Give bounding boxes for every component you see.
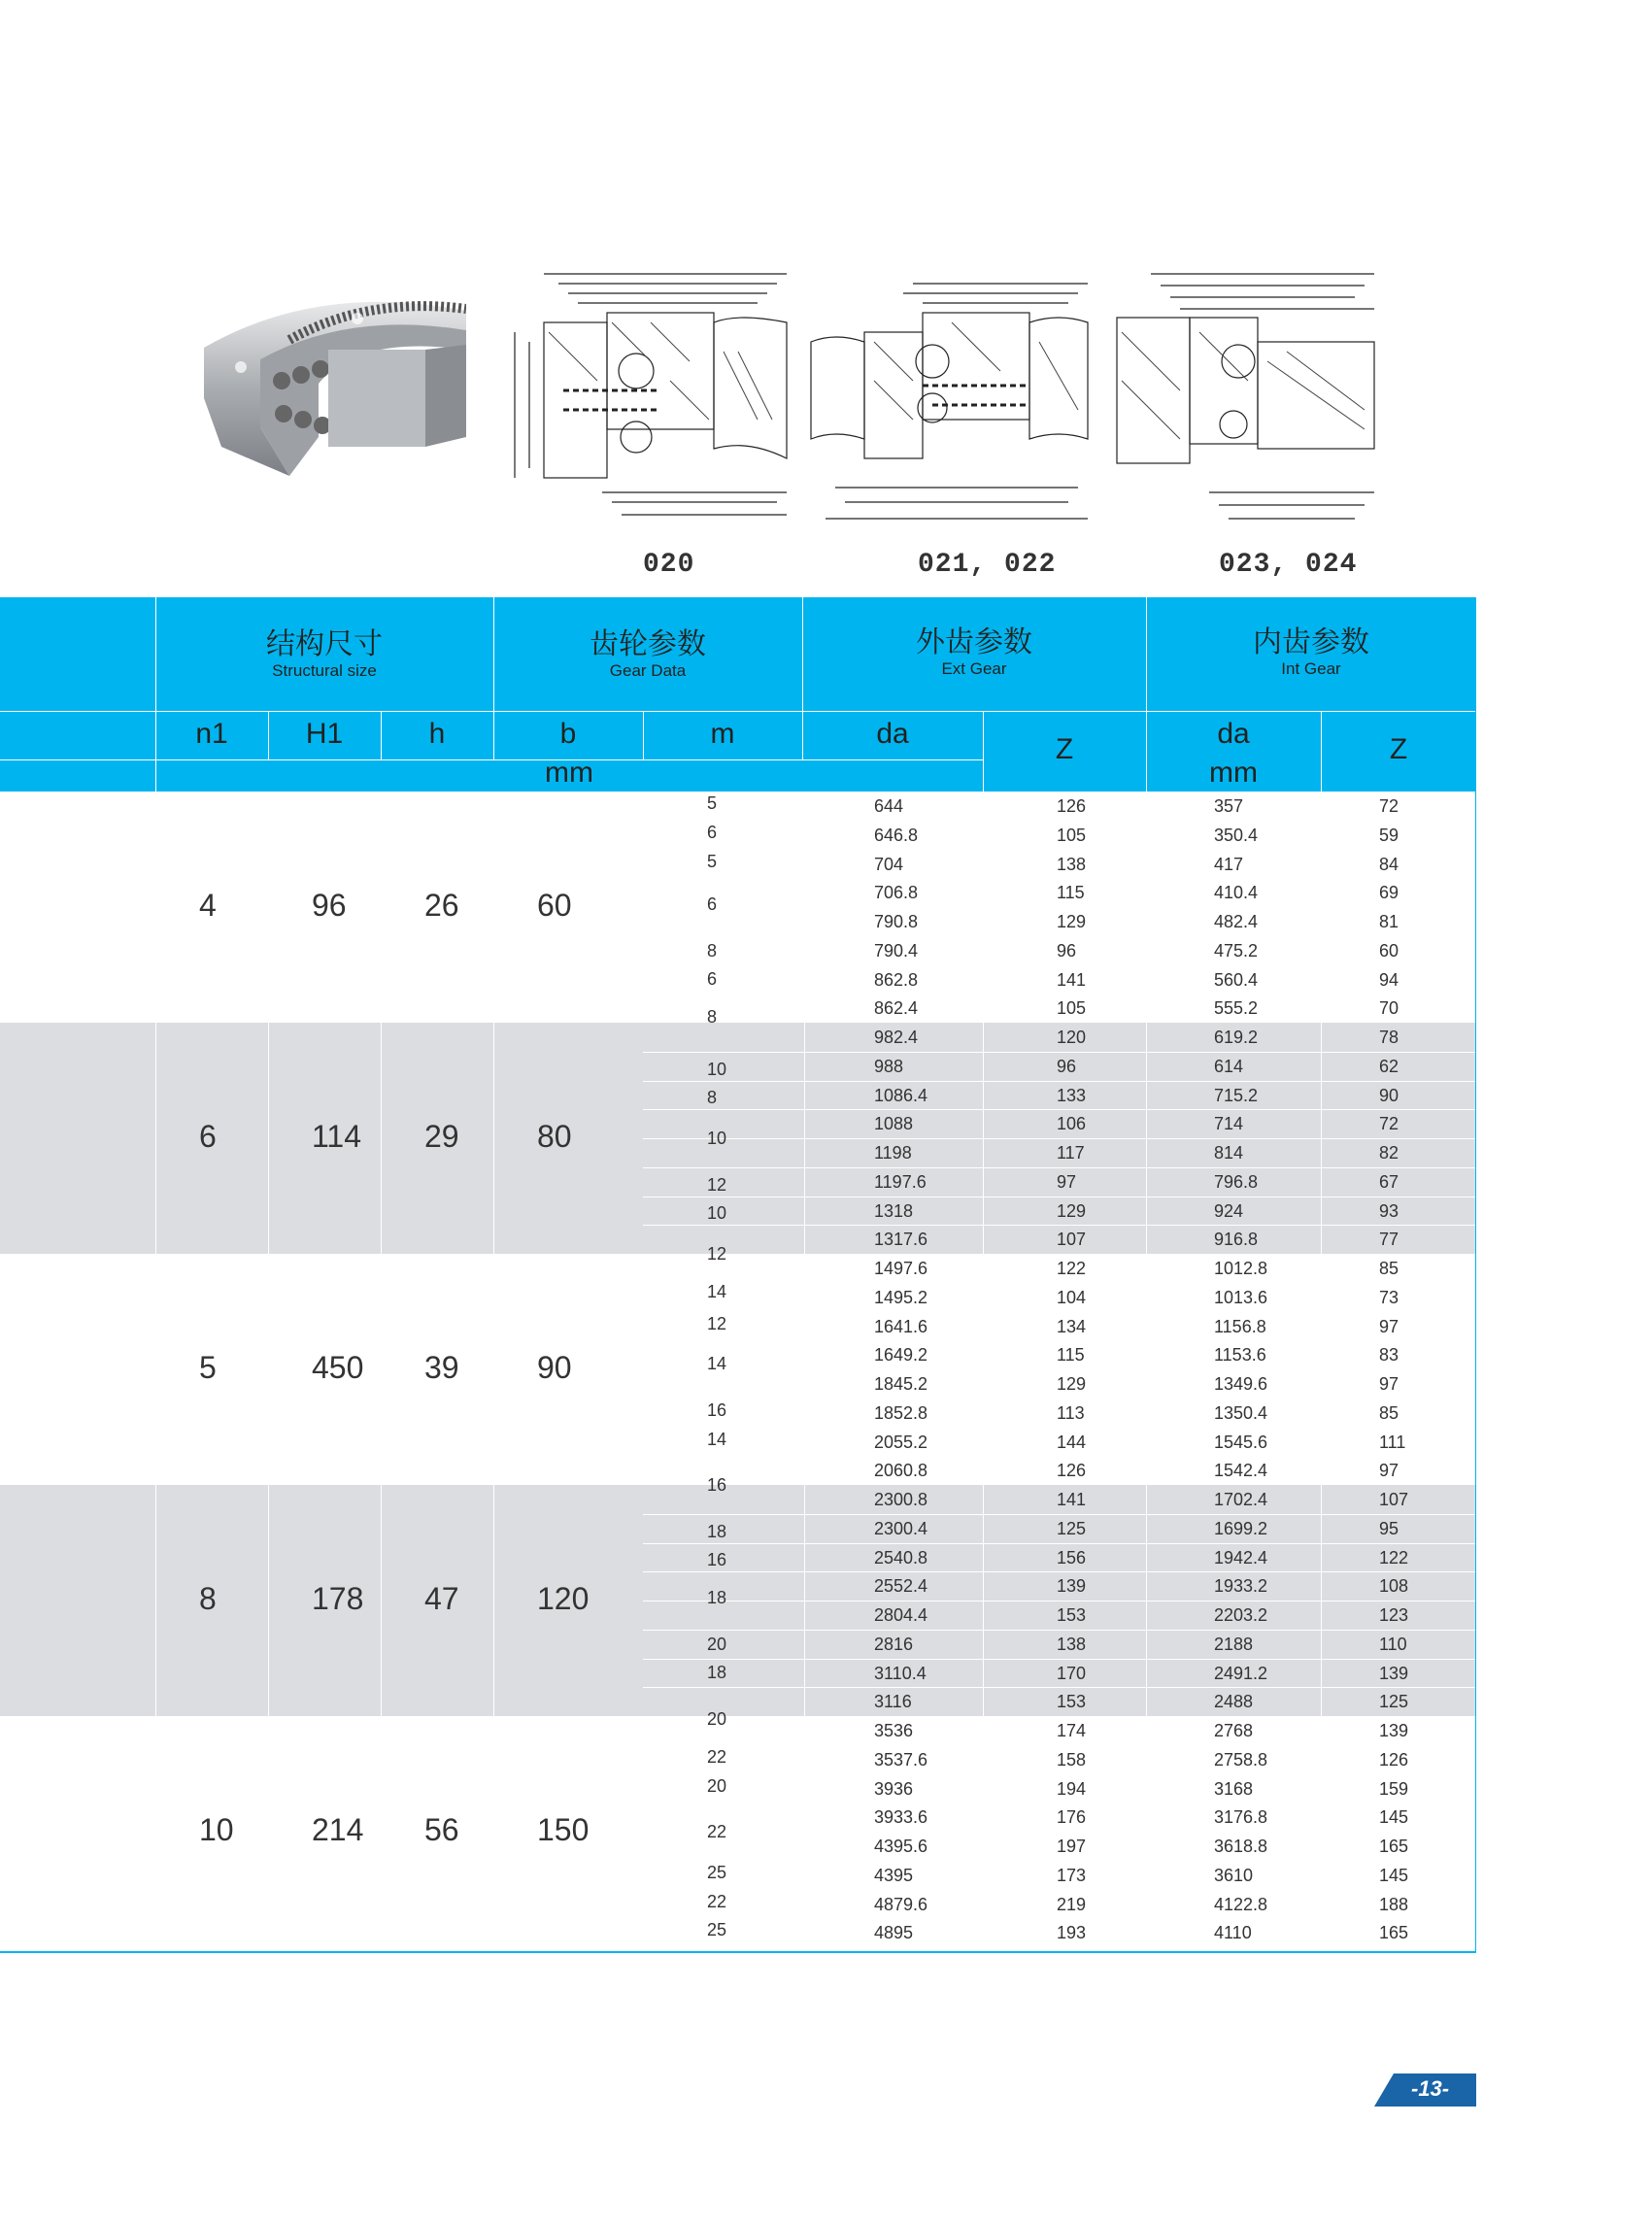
da-int-value: 1699.2 [1214, 1518, 1268, 1538]
da-int-value: 417 [1214, 854, 1244, 874]
da-int-value: 4110 [1214, 1923, 1252, 1943]
z-int-value: 107 [1379, 1490, 1409, 1509]
da-int-value: 2768 [1214, 1721, 1254, 1740]
da-ext-value: 644 [874, 796, 904, 816]
da-int-value: 2203.2 [1214, 1605, 1268, 1625]
z-int-value: 97 [1379, 1316, 1399, 1336]
da-int-value: 2188 [1214, 1634, 1254, 1654]
da-ext-value: 1318 [874, 1200, 914, 1221]
z-ext-value: 125 [1057, 1518, 1087, 1538]
z-ext-value: 129 [1057, 1200, 1087, 1221]
group-b-value: 150 [537, 1812, 590, 1847]
z-int-value: 78 [1379, 1028, 1399, 1047]
da-ext-value: 3110.4 [874, 1663, 927, 1683]
col-divider [1321, 1485, 1322, 1716]
m-value: 10 [707, 1129, 727, 1149]
col-divider [155, 1716, 156, 1947]
slewing-bearing-photo [202, 291, 466, 488]
da-int-value: 1156.8 [1214, 1316, 1266, 1336]
da-int-value: 410.4 [1214, 883, 1259, 903]
figure-label-021-022: 021, 022 [918, 550, 1057, 580]
section-drawing-020 [505, 264, 796, 526]
z-ext-value: 96 [1057, 1056, 1077, 1076]
col-divider [1146, 1485, 1147, 1716]
z-int-value: 165 [1379, 1923, 1409, 1943]
da-int-value: 3610 [1214, 1865, 1254, 1885]
col-divider [983, 1485, 984, 1716]
da-int-value: 555.2 [1214, 998, 1259, 1019]
header-gear-data: 齿轮参数 Gear Data [590, 628, 706, 680]
col-divider [804, 1485, 805, 1716]
z-int-value: 70 [1379, 998, 1399, 1019]
z-int-value: 69 [1379, 883, 1399, 903]
da-ext-value: 2816 [874, 1634, 914, 1654]
da-ext-value: 1495.2 [874, 1287, 928, 1307]
table-right-border [1475, 597, 1476, 1952]
z-ext-value: 193 [1057, 1923, 1087, 1943]
z-int-value: 90 [1379, 1085, 1399, 1105]
da-ext-value: 3936 [874, 1778, 914, 1799]
da-ext-value: 1845.2 [874, 1374, 928, 1394]
da-int-value: 2758.8 [1214, 1749, 1268, 1770]
z-ext-value: 153 [1057, 1605, 1087, 1625]
col-divider [493, 1023, 494, 1254]
row-divider [643, 1571, 1476, 1572]
z-int-value: 165 [1379, 1837, 1409, 1856]
da-int-value: 1013.6 [1214, 1287, 1268, 1307]
m-value: 5 [707, 793, 718, 813]
m-value: 10 [707, 1059, 727, 1079]
m-value: 8 [707, 940, 718, 961]
da-int-value: 1942.4 [1214, 1547, 1268, 1568]
da-int-value: 1012.8 [1214, 1259, 1268, 1278]
da-ext-value: 862.8 [874, 969, 919, 990]
col-da-int: da [1217, 718, 1250, 750]
z-ext-value: 174 [1057, 1721, 1087, 1740]
page-number-badge [1374, 2073, 1476, 2107]
da-ext-value: 1649.2 [874, 1345, 928, 1365]
z-ext-value: 173 [1057, 1865, 1087, 1885]
z-ext-value: 141 [1057, 969, 1087, 990]
group-h-value: 56 [424, 1812, 459, 1847]
col-divider [381, 1254, 382, 1485]
z-int-value: 122 [1379, 1547, 1409, 1568]
col-divider [381, 1023, 382, 1254]
m-value: 16 [707, 1550, 727, 1570]
m-value: 20 [707, 1775, 727, 1796]
da-ext-value: 2804.4 [874, 1605, 928, 1625]
da-ext-value: 1198 [874, 1143, 912, 1163]
da-ext-value: 2300.4 [874, 1518, 928, 1538]
row-divider [643, 1543, 1476, 1544]
col-m: m [710, 718, 735, 750]
page-number: -13- [1411, 2076, 1450, 2101]
z-ext-value: 105 [1057, 998, 1087, 1019]
section-drawing-023-024 [1112, 264, 1384, 526]
z-int-value: 145 [1379, 1807, 1409, 1828]
da-ext-value: 982.4 [874, 1028, 919, 1047]
col-divider [268, 792, 269, 1023]
col-divider [155, 1023, 156, 1254]
col-n1: n1 [195, 718, 228, 750]
da-int-value: 1349.6 [1214, 1374, 1268, 1394]
da-int-value: 357 [1214, 796, 1244, 816]
m-value: 14 [707, 1281, 727, 1301]
z-ext-value: 120 [1057, 1028, 1087, 1047]
m-value: 22 [707, 1891, 727, 1911]
z-ext-value: 133 [1057, 1085, 1087, 1105]
z-ext-value: 144 [1057, 1432, 1087, 1452]
da-ext-value: 4895 [874, 1923, 914, 1943]
col-divider [268, 1254, 269, 1485]
da-int-value: 1153.6 [1214, 1345, 1266, 1365]
z-ext-value: 129 [1057, 1374, 1087, 1394]
da-int-value: 2491.2 [1214, 1663, 1268, 1683]
z-int-value: 59 [1379, 825, 1399, 845]
da-ext-value: 2060.8 [874, 1461, 928, 1481]
da-ext-value: 2300.8 [874, 1490, 928, 1509]
da-ext-value: 1852.8 [874, 1402, 928, 1423]
z-ext-value: 176 [1057, 1807, 1087, 1828]
da-int-value: 714 [1214, 1114, 1244, 1134]
group-n1-value: 6 [199, 1119, 217, 1154]
group-n1-value: 5 [199, 1350, 217, 1385]
da-ext-value: 4395 [874, 1865, 914, 1885]
da-int-value: 715.2 [1214, 1085, 1259, 1105]
group-H1-value: 214 [312, 1812, 364, 1847]
z-int-value: 125 [1379, 1692, 1409, 1712]
da-ext-value: 704 [874, 854, 904, 874]
z-ext-value: 129 [1057, 912, 1087, 931]
z-int-value: 126 [1379, 1749, 1409, 1770]
da-int-value: 2488 [1214, 1692, 1254, 1712]
da-ext-value: 1088 [874, 1114, 914, 1134]
m-value: 20 [707, 1709, 727, 1730]
da-ext-value: 1317.6 [874, 1230, 928, 1250]
z-ext-value: 115 [1057, 883, 1085, 903]
m-value: 12 [707, 1174, 727, 1195]
z-ext-value: 141 [1057, 1490, 1087, 1509]
da-ext-value: 3933.6 [874, 1807, 928, 1828]
da-ext-value: 3537.6 [874, 1749, 928, 1770]
col-z-ext: Z [1055, 733, 1074, 765]
z-ext-value: 153 [1057, 1692, 1087, 1712]
z-ext-value: 105 [1057, 825, 1087, 845]
z-ext-value: 97 [1057, 1171, 1077, 1192]
da-int-value: 350.4 [1214, 825, 1259, 845]
da-ext-value: 2055.2 [874, 1432, 928, 1452]
col-divider [1321, 1023, 1322, 1254]
row-divider [643, 1167, 1476, 1168]
z-ext-value: 126 [1057, 796, 1087, 816]
group-band [0, 1716, 804, 1947]
header-structural-size: 结构尺寸 Structural size [266, 628, 383, 680]
m-value: 20 [707, 1634, 727, 1654]
row-divider [643, 1109, 1476, 1110]
header-int-gear: 内齿参数 Int Gear [1253, 626, 1369, 678]
da-int-value: 1933.2 [1214, 1576, 1268, 1597]
group-n1-value: 8 [199, 1581, 217, 1616]
table-body [0, 792, 1476, 1947]
header-ext-gear: 外齿参数 Ext Gear [916, 626, 1032, 678]
row-divider [643, 1081, 1476, 1082]
m-value: 16 [707, 1399, 727, 1420]
da-ext-value: 790.4 [874, 940, 919, 961]
z-ext-value: 115 [1057, 1345, 1085, 1365]
z-ext-value: 113 [1057, 1402, 1085, 1423]
group-b-value: 80 [537, 1119, 572, 1154]
m-value: 25 [707, 1862, 727, 1882]
row-divider [643, 1225, 1476, 1226]
group-H1-value: 450 [312, 1350, 364, 1385]
z-int-value: 67 [1379, 1171, 1399, 1192]
z-ext-value: 126 [1057, 1461, 1087, 1481]
z-int-value: 72 [1379, 1114, 1399, 1134]
col-divider [155, 1254, 156, 1485]
section-drawing-021-022 [806, 264, 1097, 526]
da-ext-value: 1086.4 [874, 1085, 928, 1105]
da-ext-value: 4879.6 [874, 1894, 928, 1914]
m-value: 5 [707, 851, 718, 871]
figure-label-023-024: 023, 024 [1219, 550, 1358, 580]
group-band [0, 1254, 804, 1485]
z-int-value: 108 [1379, 1576, 1409, 1597]
z-ext-value: 122 [1057, 1259, 1087, 1278]
col-divider [155, 792, 156, 1023]
da-int-value: 1545.6 [1214, 1432, 1268, 1452]
da-int-value: 475.2 [1214, 940, 1259, 961]
group-H1-value: 178 [312, 1581, 364, 1616]
da-ext-value: 1197.6 [874, 1171, 927, 1192]
da-int-value: 916.8 [1214, 1230, 1259, 1250]
group-h-value: 26 [424, 888, 459, 923]
da-ext-value: 988 [874, 1056, 904, 1076]
col-divider [268, 1023, 269, 1254]
col-divider [155, 1485, 156, 1716]
z-ext-value: 134 [1057, 1316, 1087, 1336]
group-h-value: 47 [424, 1581, 459, 1616]
group-b-value: 60 [537, 888, 572, 923]
z-ext-value: 219 [1057, 1894, 1087, 1914]
group-H1-value: 114 [312, 1119, 362, 1154]
m-value: 8 [707, 1007, 718, 1028]
z-int-value: 145 [1379, 1865, 1409, 1885]
group-H1-value: 96 [312, 888, 347, 923]
group-b-value: 120 [537, 1581, 590, 1616]
col-divider [268, 1716, 269, 1947]
da-int-value: 1542.4 [1214, 1461, 1268, 1481]
row-divider [643, 1630, 1476, 1631]
m-value: 18 [707, 1588, 727, 1608]
da-ext-value: 1641.6 [874, 1316, 928, 1336]
col-b: b [559, 718, 577, 750]
m-value: 6 [707, 969, 718, 990]
m-value: 22 [707, 1746, 727, 1767]
m-value: 14 [707, 1354, 727, 1374]
da-int-value: 3618.8 [1214, 1837, 1268, 1856]
col-H1: H1 [305, 718, 344, 750]
da-ext-value: 646.8 [874, 825, 919, 845]
z-ext-value: 104 [1057, 1287, 1087, 1307]
da-ext-value: 790.8 [874, 912, 919, 931]
group-n1-value: 10 [199, 1812, 234, 1847]
m-value: 22 [707, 1822, 727, 1842]
z-int-value: 110 [1379, 1634, 1407, 1654]
da-int-value: 796.8 [1214, 1171, 1259, 1192]
z-int-value: 188 [1379, 1894, 1409, 1914]
table-bottom-border [0, 1951, 1476, 1953]
group-h-value: 29 [424, 1119, 459, 1154]
col-divider [804, 1023, 805, 1254]
row-divider [643, 1659, 1476, 1660]
m-value: 14 [707, 1429, 727, 1449]
z-int-value: 97 [1379, 1461, 1399, 1481]
da-int-value: 1702.4 [1214, 1490, 1268, 1509]
da-ext-value: 1497.6 [874, 1259, 928, 1278]
z-int-value: 72 [1379, 796, 1399, 816]
m-value: 16 [707, 1475, 727, 1496]
m-value: 25 [707, 1920, 727, 1940]
da-int-value: 3168 [1214, 1778, 1254, 1799]
z-ext-value: 197 [1057, 1837, 1087, 1856]
da-int-value: 814 [1214, 1143, 1244, 1163]
da-ext-value: 3116 [874, 1692, 912, 1712]
m-value: 6 [707, 894, 718, 915]
da-int-value: 482.4 [1214, 912, 1259, 931]
z-ext-value: 96 [1057, 940, 1077, 961]
z-int-value: 77 [1379, 1230, 1399, 1250]
col-z-int: Z [1389, 733, 1408, 765]
m-value: 18 [707, 1663, 727, 1683]
z-int-value: 81 [1379, 912, 1399, 931]
m-value: 8 [707, 1088, 718, 1108]
group-n1-value: 4 [199, 888, 217, 923]
z-ext-value: 158 [1057, 1749, 1087, 1770]
figure-label-020: 020 [643, 550, 695, 580]
row-divider [643, 1687, 1476, 1688]
col-divider [493, 1485, 494, 1716]
da-ext-value: 3536 [874, 1721, 914, 1740]
z-ext-value: 106 [1057, 1114, 1087, 1134]
group-b-value: 90 [537, 1350, 572, 1385]
col-divider [983, 1023, 984, 1254]
z-int-value: 84 [1379, 854, 1399, 874]
z-ext-value: 138 [1057, 854, 1087, 874]
col-divider [381, 1716, 382, 1947]
z-ext-value: 170 [1057, 1663, 1087, 1683]
m-value: 6 [707, 822, 718, 842]
z-int-value: 93 [1379, 1200, 1399, 1221]
row-divider [643, 1052, 1476, 1053]
m-value: 18 [707, 1521, 727, 1541]
z-int-value: 85 [1379, 1402, 1399, 1423]
z-int-value: 94 [1379, 969, 1399, 990]
z-ext-value: 117 [1057, 1143, 1085, 1163]
da-ext-value: 706.8 [874, 883, 919, 903]
col-divider [493, 792, 494, 1023]
z-int-value: 139 [1379, 1663, 1409, 1683]
da-ext-value: 2540.8 [874, 1547, 928, 1568]
col-divider [268, 1485, 269, 1716]
row-divider [643, 1138, 1476, 1139]
z-int-value: 95 [1379, 1518, 1399, 1538]
m-value: 12 [707, 1244, 727, 1264]
z-int-value: 83 [1379, 1345, 1399, 1365]
group-band [0, 792, 804, 1023]
z-int-value: 123 [1379, 1605, 1409, 1625]
col-h: h [428, 718, 446, 750]
z-int-value: 97 [1379, 1374, 1399, 1394]
da-int-value: 614 [1214, 1056, 1244, 1076]
z-int-value: 85 [1379, 1259, 1399, 1278]
z-int-value: 82 [1379, 1143, 1399, 1163]
da-int-value: 560.4 [1214, 969, 1259, 990]
col-da-ext: da [876, 718, 909, 750]
row-divider [643, 1514, 1476, 1515]
col-divider [381, 792, 382, 1023]
col-divider [493, 1254, 494, 1485]
z-int-value: 111 [1379, 1432, 1406, 1452]
col-divider [381, 1485, 382, 1716]
group-h-value: 39 [424, 1350, 459, 1385]
unit-mm-left: mm [545, 757, 593, 789]
da-int-value: 3176.8 [1214, 1807, 1268, 1828]
da-ext-value: 4395.6 [874, 1837, 928, 1856]
col-divider [1146, 1023, 1147, 1254]
z-int-value: 73 [1379, 1287, 1399, 1307]
z-ext-value: 139 [1057, 1576, 1087, 1597]
z-ext-value: 107 [1057, 1230, 1087, 1250]
da-ext-value: 862.4 [874, 998, 919, 1019]
da-int-value: 4122.8 [1214, 1894, 1268, 1914]
da-int-value: 924 [1214, 1200, 1244, 1221]
col-divider [493, 1716, 494, 1947]
z-int-value: 139 [1379, 1721, 1409, 1740]
z-int-value: 159 [1379, 1778, 1409, 1799]
m-value: 12 [707, 1313, 727, 1333]
unit-mm-right: mm [1209, 757, 1258, 789]
z-ext-value: 194 [1057, 1778, 1087, 1799]
da-int-value: 1350.4 [1214, 1402, 1268, 1423]
da-int-value: 619.2 [1214, 1028, 1259, 1047]
z-int-value: 60 [1379, 940, 1399, 961]
z-ext-value: 156 [1057, 1547, 1087, 1568]
z-int-value: 62 [1379, 1056, 1399, 1076]
da-ext-value: 2552.4 [874, 1576, 928, 1597]
z-ext-value: 138 [1057, 1634, 1087, 1654]
m-value: 10 [707, 1203, 727, 1224]
